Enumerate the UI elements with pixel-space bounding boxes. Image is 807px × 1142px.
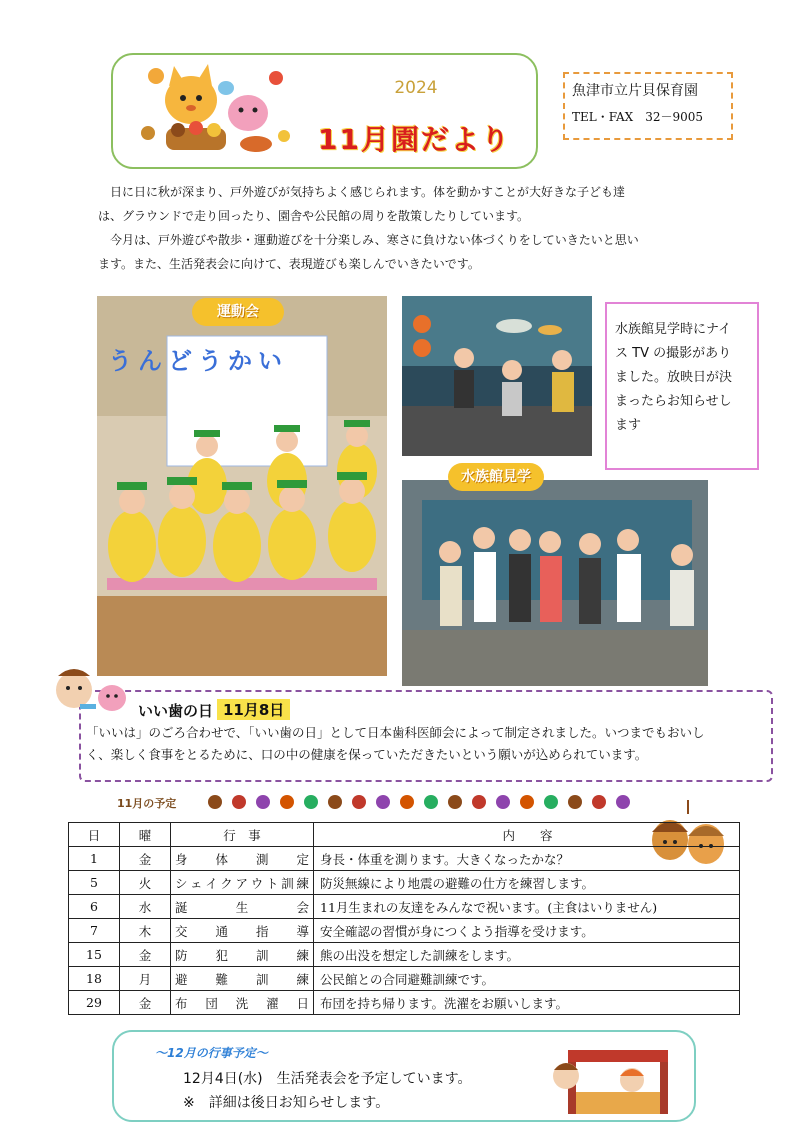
row-event: 布団洗濯日: [171, 991, 314, 1015]
autumn-animals-illustration: [136, 58, 294, 158]
row-dow: 水: [120, 895, 171, 919]
row-dow: 火: [120, 871, 171, 895]
header-event: 行 事: [171, 823, 314, 847]
stage-performance-illustration: [548, 1042, 678, 1118]
schedule-label: 11月の予定: [117, 797, 177, 810]
row-dow: 金: [120, 847, 171, 871]
aquarium-label: 水族館見学: [448, 463, 544, 491]
sports-day-label: 運動会: [192, 298, 284, 326]
row-desc: 身長・体重を測ります。大きくなったかな？: [314, 847, 740, 871]
row-dow: 金: [120, 991, 171, 1015]
row-desc: 公民館との合同避難訓練です。: [314, 967, 740, 991]
table-row: [69, 991, 740, 1015]
autumn-leaves-decoration: [205, 790, 645, 814]
note-line-1: 水族館見学時にナイ: [615, 322, 732, 337]
schedule-table: [68, 822, 740, 1015]
row-day: 5: [69, 871, 120, 895]
table-row: [69, 919, 740, 943]
newsletter-year: 2024: [394, 78, 438, 98]
note-line-3: ました。放映日が決: [615, 370, 733, 385]
row-day: 7: [69, 919, 120, 943]
row-event: シェイクアウト訓練: [171, 871, 314, 895]
header-desc: 内 容: [314, 823, 740, 847]
row-day: 29: [69, 991, 120, 1015]
row-dow: 金: [120, 943, 171, 967]
row-desc: 安全確認の習慣が身につくよう指導を受けます。: [314, 919, 740, 943]
aquarium-photo-top: [402, 296, 592, 456]
table-row: [69, 943, 740, 967]
intro-line-2: は、グラウンドで走り回ったり、園舎や公民館の周りを散策したりしています。: [98, 209, 530, 223]
intro-line-1: 日に日に秋が深まり、戸外遊びが気持ちよく感じられます。体を動かすことが大好きな子ども達: [98, 185, 626, 199]
row-event: 防犯訓練: [171, 943, 314, 967]
table-row: [69, 967, 740, 991]
intro-line-3: 今月は、戸外遊びや散歩・運動遊びを十分楽しみ、寒さに負けない体づくりをしていきたいと思い: [98, 233, 639, 247]
row-desc: 布団を持ち帰ります。洗濯をお願いします。: [314, 991, 740, 1015]
note-line-5: ます: [615, 418, 642, 433]
teeth-day-title: いい歯の日: [138, 702, 214, 720]
december-line-2: ※ 詳細は後日お知らせします。: [183, 1095, 390, 1111]
row-day: 15: [69, 943, 120, 967]
december-title: ～12月の行事予定～: [155, 1046, 268, 1060]
table-row: [69, 871, 740, 895]
newsletter-title: 11月園だより: [318, 123, 511, 156]
row-desc: 防災無線により地震の避難の仕方を練習します。: [314, 871, 740, 895]
row-dow: 月: [120, 967, 171, 991]
aquarium-photo-bottom: [402, 480, 708, 686]
row-desc: 11月生まれの友達をみんなで祝います。(主食はいりません): [314, 895, 740, 919]
table-row: [69, 895, 740, 919]
row-day: 6: [69, 895, 120, 919]
kids-brushing-teeth-illustration: [44, 660, 134, 722]
row-dow: 木: [120, 919, 171, 943]
org-name: 魚津市立片貝保育園: [572, 83, 698, 99]
note-text: [615, 318, 751, 438]
table-header-row: [69, 823, 740, 847]
teeth-line-2: く、楽しく食事をとるために、口の中の健康を保っていただきたいという願いが込められています。: [86, 747, 648, 762]
note-line-2: ス TV の撮影があり: [615, 346, 732, 361]
row-day: 1: [69, 847, 120, 871]
header-day: 日: [69, 823, 120, 847]
december-line-1: 12月4日(水) 生活発表会を予定しています。: [183, 1071, 472, 1087]
intro-line-4: ます。また、生活発表会に向けて、表現遊びも楽しんでいきたいです。: [98, 257, 480, 271]
row-event: 誕生会: [171, 895, 314, 919]
header-dow: 曜: [120, 823, 171, 847]
row-event: 交通指導: [171, 919, 314, 943]
row-event: 身体測定: [171, 847, 314, 871]
row-event: 避難訓練: [171, 967, 314, 991]
teeth-day-date: 11月8日: [217, 699, 290, 720]
note-line-4: まったらお知らせし: [615, 394, 732, 409]
org-tel-fax: TEL・FAX 32－9005: [572, 110, 704, 124]
teeth-line-1: 「いいは」のごろ合わせで、「いい歯の日」として日本歯科医師会によって制定されました。いつまでもおいし: [86, 725, 705, 740]
row-day: 18: [69, 967, 120, 991]
row-desc: 熊の出没を想定した訓練をします。: [314, 943, 740, 967]
table-row: [69, 847, 740, 871]
banner-text: うんどうかい: [108, 347, 288, 375]
